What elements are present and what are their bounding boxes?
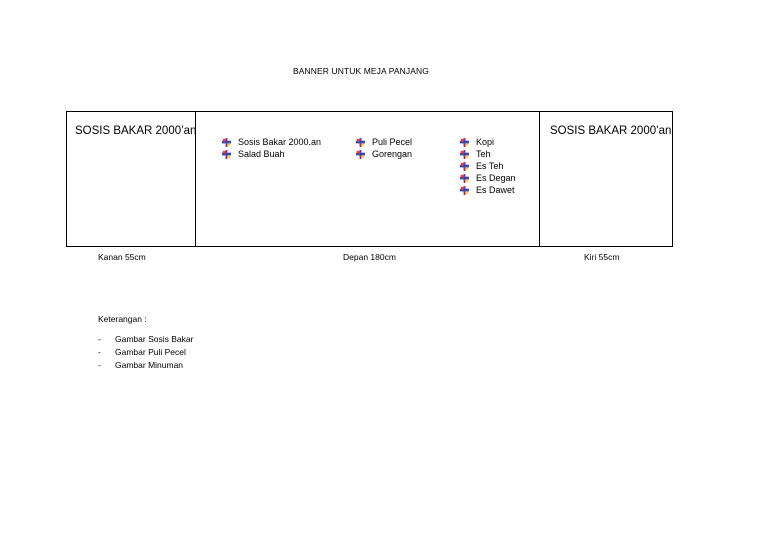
note-item (98, 346, 193, 359)
menu-item (222, 136, 321, 148)
note-dash: - (98, 334, 101, 344)
menu-item-label: Salad Buah (238, 149, 285, 159)
banner-left-panel (540, 112, 672, 246)
bullet-icon (460, 186, 469, 195)
bullet-icon (222, 150, 231, 159)
menu-item (460, 160, 516, 172)
menu-item-label: Es Dawet (476, 185, 515, 195)
note-item (98, 333, 193, 346)
brand-title-left: SOSIS BAKAR 2000’an (75, 125, 197, 137)
menu-item (356, 136, 412, 148)
page-title: BANNER UNTUK MEJA PANJANG (292, 66, 429, 76)
bullet-icon (460, 162, 469, 171)
menu-column-drinks (460, 136, 516, 196)
note-item-label: Gambar Puli Pecel (115, 347, 186, 357)
menu-item (460, 136, 516, 148)
dimension-left-label: Kiri 55cm (584, 252, 620, 262)
bullet-icon (222, 138, 231, 147)
banner-table (66, 111, 673, 247)
brand-title-right: SOSIS BAKAR 2000’an (550, 125, 672, 137)
menu-item-label: Teh (476, 149, 491, 159)
banner-front-panel (196, 112, 540, 246)
note-dash: - (98, 360, 101, 370)
bullet-icon (356, 150, 365, 159)
menu-item (460, 184, 516, 196)
menu-item-label: Gorengan (372, 149, 413, 159)
banner-right-panel (67, 112, 196, 246)
menu-item (460, 172, 516, 184)
note-item-label: Gambar Minuman (115, 360, 184, 370)
note-item (98, 359, 193, 372)
bullet-icon (460, 174, 469, 183)
notes-list (98, 333, 193, 372)
menu-item-label: Kopi (476, 137, 495, 147)
menu-item-label: Puli Pecel (372, 137, 413, 147)
bullet-icon (460, 150, 469, 159)
menu-item-label: Es Degan (476, 173, 516, 183)
notes-title: Keterangan : (98, 314, 147, 324)
menu-item-label: Sosis Bakar 2000.an (238, 137, 322, 147)
menu-item-label: Es Teh (476, 161, 504, 171)
menu-item (460, 148, 516, 160)
note-item-label: Gambar Sosis Bakar (115, 334, 194, 344)
menu-item (356, 148, 412, 160)
menu-item (222, 148, 321, 160)
dimension-right-label: Kanan 55cm (98, 252, 146, 262)
bullet-icon (460, 138, 469, 147)
menu-column-food (222, 136, 321, 160)
bullet-icon (356, 138, 365, 147)
dimension-front-label: Depan 180cm (343, 252, 396, 262)
menu-column-snacks (356, 136, 412, 160)
note-dash: - (98, 347, 101, 357)
